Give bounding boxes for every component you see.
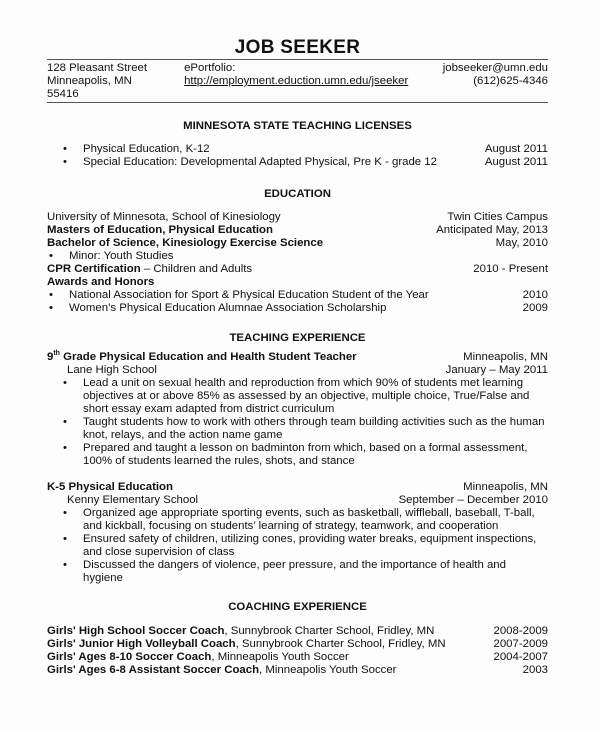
section-heading-licenses: MINNESOTA STATE TEACHING LICENSES xyxy=(183,120,412,132)
school: University of Minnesota, School of Kinesiology xyxy=(47,211,281,223)
divider xyxy=(47,102,548,103)
minor: Minor: Youth Studies xyxy=(69,250,174,262)
job-bullet: Organized age appropriate sporting events, such as basketball, wiffleball, baseball, T-ball, and kickball, focusing on students’ learning of strategy, teamwork, and cooperation xyxy=(83,507,535,532)
coach-dates: 2003 xyxy=(522,664,548,676)
phone: (612)625-4346 xyxy=(473,75,548,87)
license-text: Special Education: Developmental Adapted Physical, Pre K - grade 12 xyxy=(83,156,437,168)
contact-block xyxy=(47,60,548,102)
job-dates: January – May 2011 xyxy=(445,364,548,376)
awards-heading: Awards and Honors xyxy=(47,276,155,288)
award-item: • Women’s Physical Education Alumnae Association Scholarship 2009 xyxy=(49,302,548,314)
street: 128 Pleasant Street xyxy=(47,62,148,74)
cpr-detail: – Children and Adults xyxy=(140,263,253,275)
bachelor-date: May, 2010 xyxy=(495,237,548,249)
applicant-name: JOB SEEKER xyxy=(234,37,361,58)
section-heading-coaching: COACHING EXPERIENCE xyxy=(228,601,367,613)
coach-role: Girls' Ages 8-10 Soccer Coach xyxy=(47,651,212,663)
job-school: Lane High School xyxy=(67,364,157,376)
masters-date: Anticipated May, 2013 xyxy=(436,224,548,236)
license-date: August 2011 xyxy=(484,156,548,168)
job-title: 9th Grade Physical Education and Health Student Teacher xyxy=(47,350,357,363)
coach-dates: 2004-2007 xyxy=(493,651,548,663)
job-bullet: Lead a unit on sexual health and reproduction from which 90% of students met learning objectives at or above 85% as assessed by an objective, multiple choice, True/False and short essay exam adapted from district curriculum xyxy=(83,377,530,415)
job-bullet: Taught students how to work with others through team building activities such as the human knot, relays, and the action name game xyxy=(83,416,545,441)
coach-dates: 2008-2009 xyxy=(493,625,548,637)
portfolio-label: ePortfolio: xyxy=(184,62,236,74)
award-date: 2010 xyxy=(522,289,548,301)
coach-org: , Minneapolis Youth Soccer xyxy=(259,664,397,676)
email: jobseeker@umn.edu xyxy=(442,62,548,74)
coaching-item xyxy=(47,638,548,651)
coach-org: , Sunnybrook Charter School, Fridley, MN xyxy=(235,638,446,650)
job-entry: K-5 Physical Education Minneapolis, MN Kenny Elementary School September – December 2010 • Organized age appropriate sporting events, such as basketball, wiffleball, baseball, T-ball, and kickball, focusing on students’ learning of strategy, teamwork, and cooperation • Ensured safety of children, utilizing cones, providing water breaks, equipment inspections, and close supervision of class • Discussed the dangers of violence, peer pressure, and the importance of health and hygiene xyxy=(47,481,548,584)
resume-page xyxy=(47,37,548,677)
job-location: Minneapolis, MN xyxy=(463,351,548,363)
coaching-item xyxy=(47,651,548,664)
degree-bachelor: Bachelor of Science, Kinesiology Exercise Science xyxy=(47,237,324,249)
license-date: August 2011 xyxy=(484,143,548,155)
coach-org: , Minneapolis Youth Soccer xyxy=(211,651,349,663)
education-block: University of Minnesota, School of Kinesiology Twin Cities Campus Masters of Education, Physical Education Anticipated May, 2013 Bachelor of Science, Kinesiology Exercise Science May, 2010 • Minor: Youth Studies CPR Certification – Children and Adults 2010 - Present Awards and Honors • National Association for Sport & Physical Education Student of the Year 2010 • Women’s Physical Education Alumnae Association Scholarship 2009 xyxy=(47,211,548,314)
job-entry: 9th Grade Physical Education and Health Student Teacher Minneapolis, MN Lane High School January – May 2011 • Lead a unit on sexual health and reproduction from which 90% of students met learning objectives at or above 85% as assessed by an objective, multiple choice, True/False and short essay exam adapted from district curriculum • Taught students how to work with others through team building activities such as the human knot, relays, and the action name game • Prepared and taught a lesson on badminton from which, based on a formal assessment, 100% of students learned the rules, shots, and stance xyxy=(47,350,548,467)
cpr-date: 2010 - Present xyxy=(473,263,548,275)
job-bullet: Ensured safety of children, utilizing cones, providing water breaks, equipment inspections, and close supervision of class xyxy=(83,533,537,558)
section-heading-education: EDUCATION xyxy=(264,188,331,200)
coaching-list xyxy=(47,625,548,677)
job-bullet: Prepared and taught a lesson on badminton from which, based on a formal assessment, 100% of students learned the rules, shots, and stance xyxy=(83,442,528,467)
license-item: • Special Education: Developmental Adapted Physical, Pre K - grade 12 August 2011 xyxy=(63,156,548,168)
award-item: • National Association for Sport & Physical Education Student of the Year 2010 xyxy=(49,289,548,301)
coaching-item xyxy=(47,664,548,677)
degree-masters: Masters of Education, Physical Education xyxy=(47,224,273,236)
coach-dates: 2007-2009 xyxy=(493,638,548,650)
award-text: National Association for Sport & Physical Education Student of the Year xyxy=(69,289,429,301)
license-item: • Physical Education, K-12 August 2011 xyxy=(63,143,548,155)
job-title: K-5 Physical Education xyxy=(47,481,173,493)
job-dates: September – December 2010 xyxy=(398,494,548,506)
job-bullet: Discussed the dangers of violence, peer pressure, and the importance of health and hygiene xyxy=(83,559,506,584)
award-text: Women’s Physical Education Alumnae Association Scholarship xyxy=(69,302,387,314)
section-heading-teaching: TEACHING EXPERIENCE xyxy=(229,332,366,344)
award-date: 2009 xyxy=(522,302,548,314)
city: Minneapolis, MN 55416 xyxy=(47,75,132,100)
coach-org: , Sunnybrook Charter School, Fridley, MN xyxy=(224,625,435,637)
job-school: Kenny Elementary School xyxy=(67,494,199,506)
coach-role: Girls' High School Soccer Coach xyxy=(47,625,225,637)
job-location: Minneapolis, MN xyxy=(463,481,548,493)
coaching-item xyxy=(47,625,548,638)
coach-role: Girls' Ages 6-8 Assistant Soccer Coach xyxy=(47,664,260,676)
license-text: Physical Education, K-12 xyxy=(83,143,210,155)
coach-role: Girls' Junior High Volleyball Coach xyxy=(47,638,236,650)
campus: Twin Cities Campus xyxy=(447,211,548,223)
portfolio-link[interactable]: http://employment.eduction.umn.edu/jseeker xyxy=(184,75,409,87)
cpr-title: CPR Certification xyxy=(47,263,141,275)
